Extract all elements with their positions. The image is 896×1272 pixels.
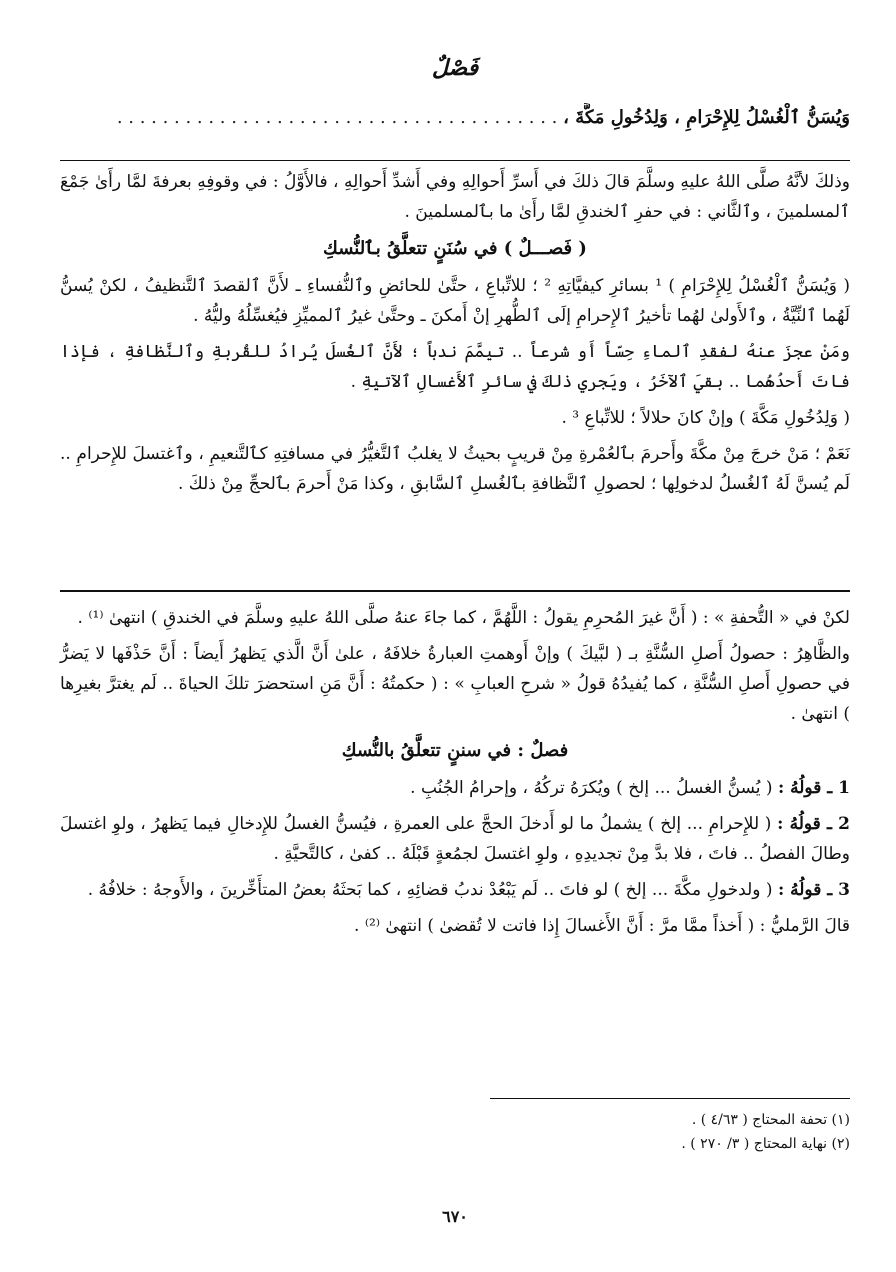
matn-text: وَيُسَنُّ ٱلْغُسْلُ لِلإِحْرَامِ ، وَلِدُخُولِ مَكَّةَ ، [563,107,850,128]
gloss-heading: فصلٌ : في سننٍ تتعلَّقُ بالنُّسكِ [341,740,569,761]
commentary-paragraph: وذلكَ لأنَّهُ صلَّى اللهُ عليهِ وسلَّمَ قالَ ذلكَ في أَسرِّ أَحوالِهِ وفي أَشدِّ أَحوالِهِ ، فالأَوَّلُ : في وقوفِهِ بعرفةَ لمَّا رأَىٰ جَمْعَ ٱلمسلمينَ ، وٱلثَّاني : في حفرِ ٱلخندقِ لمَّا رأَىٰ ما بٱلمسلمينَ . [60,172,850,222]
commentary-paragraph: ومَنْ عجزَ عنهُ لفقدِ ٱلماءِ حِسّاً أَو شرعاً .. تيمَّمَ ندباً ؛ لأَنَّ ٱلغُسلَ يُرادُ للقُربةِ وٱلنَّظافةِ ، فإذا فاتَ أَحدُهُما .. بقيَ ٱلآخَرُ ، ويَجري ذلكَ في سائرِ ٱلأَغسالِ ٱلآتيةِ . [60,342,850,392]
gloss-item [60,809,850,869]
gloss-paragraph: والظَّاهِرُ : حصولُ أَصلِ السُّنَّةِ بـ ( لبَّيكَ ) وإنْ أَوهمتِ العبارةُ خلافَهُ ، علىٰ أَنَّ الَّذي يَظهرُ أَيضاً : أَنَّ حَذْفَها لا يَضرُّ في حصولِ أَصلِ السُّنَّةِ ، كما يُفيدُهُ قولُ « شرحِ العبابِ » : ( حكمتُهُ : أَنَّ مَنِ استحضرَ تلكَ الحياةَ .. لَم يغترَّ بغيرِها ) انتهىٰ . [60,644,850,724]
gloss-item-label: 3 ـ قولُهُ : [777,880,850,900]
gloss-item-text: ( للإِحرامِ ... إلخ ) يشملُ ما لو أَدخلَ الحجَّ على العمرةِ ، فيُسنُّ الغسلُ للإِدخالِ فيما يَظهرُ ، ولوِ اغتسلَ وطالَ الفصلُ .. فاتَ ، فلا بدَّ مِنْ تجديدِهِ ، ولوِ اغتسلَ لجمُعةٍ قَبْلَهُ .. كفىٰ ، كالتَّحيَّةِ . [60,814,850,864]
gloss-item-label: 1 ـ قولُهُ : [777,778,850,798]
page-number: ٦٧٠ [442,1207,468,1226]
gloss-item-text: ( يُسنُّ الغسلُ ... إلخ ) ويُكرَهُ تركُهُ ، وإحرامُ الجُنُبِ . [410,778,773,798]
gloss-paragraph: قالَ الرَّمليُّ : ( أَخذاً ممَّا مرَّ : أَنَّ الأَغسالَ إِذا فاتت لا تُقضىٰ ) انتهىٰ ⁽²⁾ . [354,916,850,936]
matn-divider [60,160,850,161]
section-ornament-title: فَصْلٌ [431,55,479,81]
footnotes [60,1108,850,1156]
book-page [60,55,850,1235]
gloss-item-label: 2 ـ قولُهُ : [777,814,851,834]
commentary-paragraph: ( وَلِدُخُولِ مَكَّةَ ) وإنْ كانَ حلالاً ؛ للاتِّباعِ ³ . [561,408,850,428]
gloss-item [60,773,850,803]
commentary-paragraph: ( وَيُسَنُّ ٱلْغُسْلُ لِلإِحْرَامِ ) ¹ بسائرِ كيفيَّاتِهِ ² ؛ للاتِّباعِ ، حتَّىٰ للحائضِ وٱلنُّفساءِ ـ لأَنَّ ٱلقصدَ ٱلتَّنظيفُ ، لكنْ يُسنُّ لَهُما ٱلنِّيَّةُ ، وٱلأَولىٰ لهُما تأخيرُ ٱلإِحرامِ إلَى ٱلطُّهرِ إنْ أَمكنَ ـ وحتَّىٰ غيرُ ٱلمميِّزِ فيُغسِّلُهُ وليُّهُ . [60,276,850,326]
gloss-divider [60,590,850,592]
gloss-item-text: ( ولدخولِ مكَّةَ ... إلخ ) لو فاتَ .. لَم يَبْعُدْ ندبُ قضائِهِ ، كما بَحثَهُ بعضُ المتأَخِّرينَ ، والأَوجهُ : خلافُهُ . [87,880,773,900]
gloss-paragraph: لكنْ في « التُّحفةِ » : ( أَنَّ غيرَ المُحرِمِ يقولُ : اللَّهُمَّ ، كما جاءَ عنهُ صلَّى اللهُ عليهِ وسلَّمَ في الخندقِ ) انتهىٰ ⁽¹⁾ . [77,608,850,628]
commentary-section [60,167,850,505]
footnote: (١) تحفة المحتاج ( ٤/٦٣ ) . [691,1112,850,1128]
gloss-section [60,603,850,947]
commentary-paragraph: نَعَمْ ؛ مَنْ خرجَ مِنْ مكَّةَ وأَحرمَ بٱلعُمْرةِ مِنْ قريبٍ بحيثُ لا يغلبُ ٱلتَّغيُّرُ في مسافتِهِ كٱلتَّنعيمِ ، وٱغتسلَ للإِحرامِ .. لَم يُسنَّ لَهُ ٱلغُسلُ لدخولِها ؛ لحصولِ ٱلنَّظافةِ بٱلغُسلِ ٱلسَّابقِ ، وكذا مَنْ أَحرمَ بٱلحجِّ مِنْ ذلكَ . [60,444,850,494]
commentary-heading: ( فَصـــلٌ ) في سُنَنٍ تتعلَّقُ بٱلنُّسكِ [323,238,587,259]
footnote: (٢) نهاية المحتاج ( ٣/ ٢٧٠ ) . [681,1136,850,1152]
matn-line [60,103,850,133]
matn-dots: . . . . . . . . . . . . . . . . . . . . . . . . . . . . . . . . . . . . . . . [116,107,558,128]
footnote-divider [490,1098,850,1099]
gloss-item [60,875,850,905]
